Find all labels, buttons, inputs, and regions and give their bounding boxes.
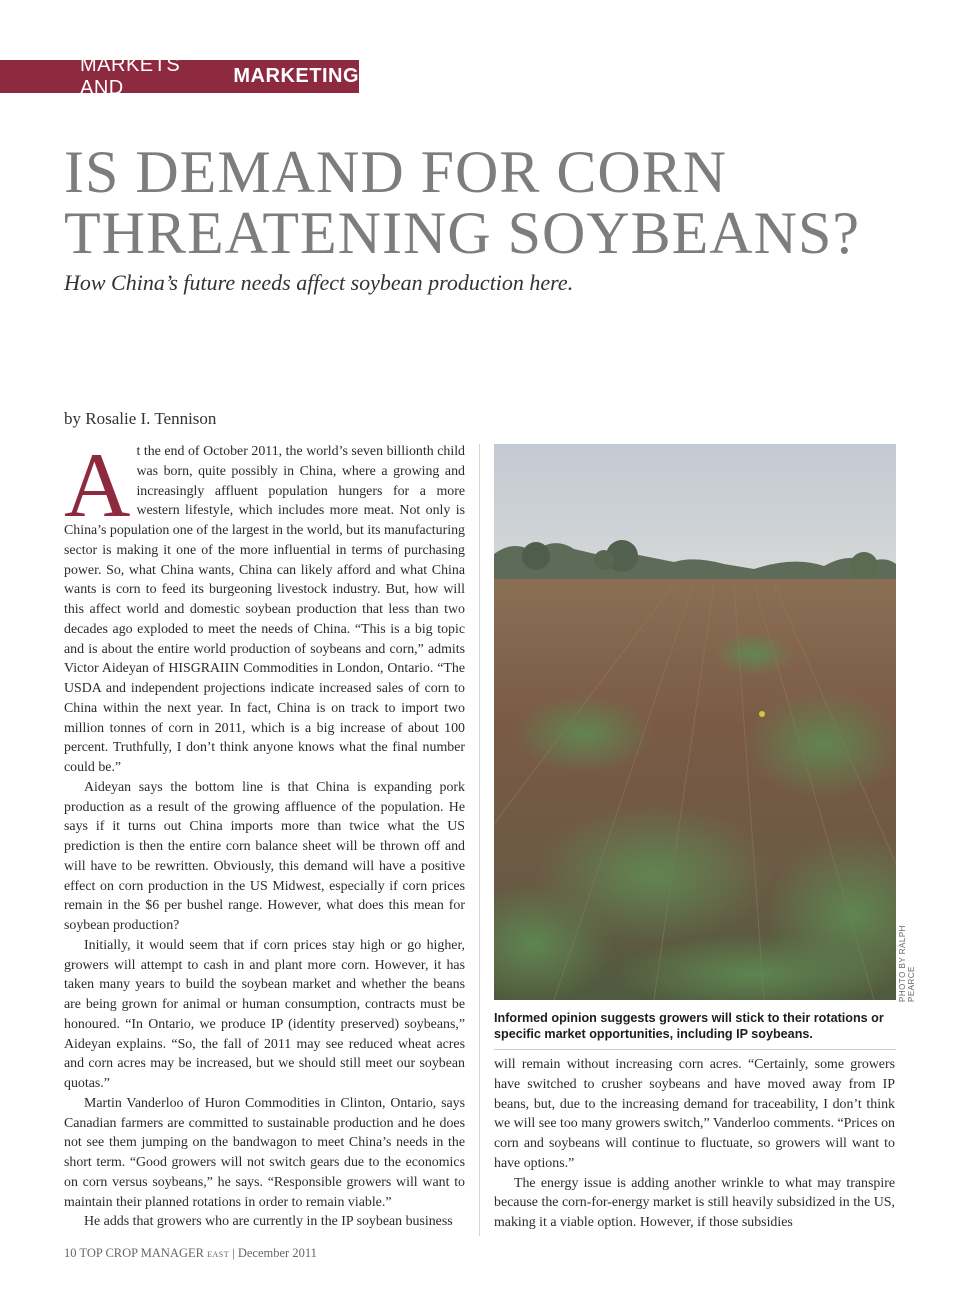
page-footer [64,1246,317,1261]
photo-caption: Informed opinion suggests growers will stick to their rotations or specific market opportunities, including IP soybeans. [494,1011,884,1041]
paragraph-1: At the end of October 2011, the world’s seven billionth child was born, quite possibly in China, where a growing and increasingly affluent population hungers for a more western lifestyle, which includes more meat. Not only is China’s population one of the largest in the world, but its manufacturing sector is making it one of the more influential in terms of purchasing power. So, what China wants, China can likely afford and what China wants is corn to feed its burgeoning livestock industry. But, how will this affect world and domestic soybean production that less than two decades ago exploded to meet the needs of China. “This is a big topic and is about the entire world production of soybeans and corn,” admits Victor Aideyan of HISGRAIIN Commodities in London, Ontario. “The USDA and independent projections indicate increased sales of corn to China within the next year. In fact, China is on track to import two million tonnes of corn in 2011, which is a big increase of about 100 percent. Truthfully, I don’t think anyone knows what the final number could be.” [64,434,465,775]
paragraph-3: Initially, it would seem that if corn prices stay high or go higher, growers will attempt to cash in and plant more corn. However, it has taken many years to build the soybean market and whether the beans are being grown for animal or human consumption, contracts must be honoured. “In Ontario, we produce IP (identity preserved) soybeans,” Aideyan explains. “So, the fall of 2011 may see reduced wheat acres and corn acres may be increased, but we should still meet our soybean quotas.” [64,937,465,1091]
magazine-edition: EAST [207,1250,230,1259]
field-image [494,444,896,1000]
paragraph-7: The energy issue is adding another wrinkle to what may transpire because the corn-for-energy market is still heavily subsidized in the US, making it a viable option. However, if those subsidies [494,1175,895,1230]
photo-credit: PHOTO BY RALPH PEARCE [898,925,916,1002]
paragraph-5: He adds that growers who are currently in the IP soybean business [84,1214,453,1230]
column-divider [479,444,480,1236]
article-headline [64,139,924,266]
section-label-bold: MARKETING [233,65,359,87]
headline-line-2: THREATENING SOYBEANS? [64,200,860,266]
paragraph-6: will remain without increasing corn acres. “Certainly, some growers have switched to crusher soybeans and have moved away from IP beans, but, due to the increasing demand for traceability, I don’t think we will see too many growers switch,” Vanderloo comments. “Prices on corn and soybeans will continue to fluctuate, so growers will want to have options.” [494,1057,895,1171]
byline: by Rosalie I. Tennison [64,409,217,428]
magazine-title: TOP CROP MANAGER [79,1246,204,1260]
paragraph-4: Martin Vanderloo of Huron Commodities in Clinton, Ontario, says Canadian farmers are committed to sustainable production and he does not see them jumping on the bandwagon to meet China’s needs in the short term. “Good growers will not switch gears due to the economics on corn versus soybeans,” he says. “Responsible growers will want to maintain their planned rotations in order to remain viable.” [64,1095,465,1210]
paragraph-2: Aideyan says the bottom line is that China is expanding pork production as a result of the growing affluence of the population. He says if it turns out China imports more than twice what the US prediction is then the entire corn balance sheet will be thrown off and will have to be rewritten. Obviously, this demand will have a positive effect on corn production in the US Midwest, especially if corn prices remain in the $6 per bushel range. However, what does this mean for soybean production? [64,779,465,933]
section-label [0,53,359,99]
page-number: 10 [64,1246,77,1260]
left-column [64,434,465,1232]
right-column [494,1055,895,1233]
footer-separator: | [232,1246,235,1260]
drop-cap: A [64,434,131,536]
section-label-regular: MARKETS AND [80,53,181,99]
article-deck: How China’s future needs affect soybean production here. [64,270,574,295]
headline-line-1: IS DEMAND FOR CORN [64,139,728,205]
caption-divider [494,1049,896,1050]
soybean-field-photo [494,444,896,1000]
issue-date: December 2011 [237,1246,317,1260]
